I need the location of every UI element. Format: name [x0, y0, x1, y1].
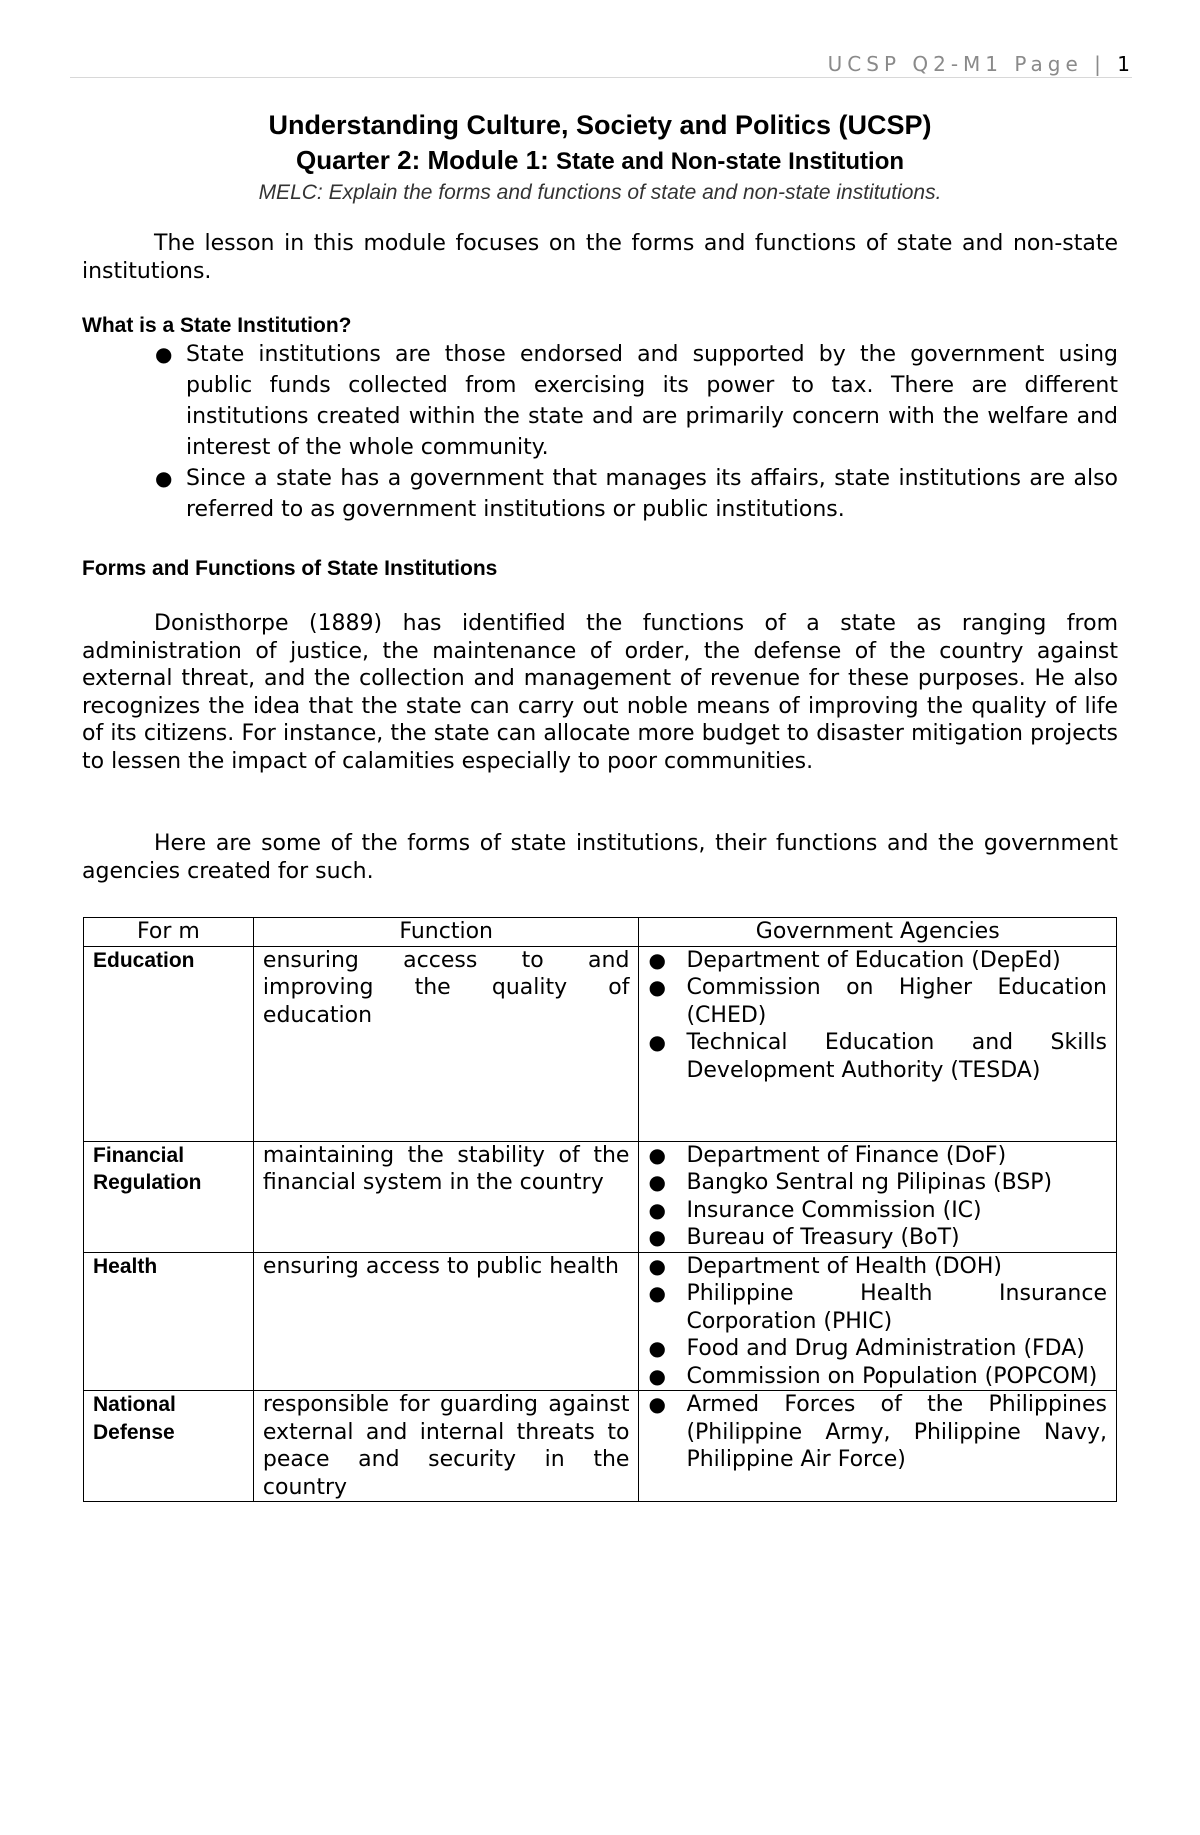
bullet-text: State institutions are those endorsed and supported by the government using public funds collected from exercising its power to tax. There are different institutions created within the state and are primarily concern with the welfare and interest of the whole community. [186, 342, 1118, 460]
table-row [84, 1252, 1117, 1391]
agencies-cell [639, 1141, 1117, 1252]
agencies-cell [639, 1252, 1117, 1391]
state-institution-heading: What is a State Institution? [82, 314, 352, 337]
bullet-icon: ● [155, 342, 173, 366]
table-row [84, 1391, 1117, 1502]
list-item [155, 463, 1118, 525]
agencies-cell [639, 946, 1117, 1141]
document-title: Understanding Culture, Society and Politics (UCSP) [268, 110, 932, 140]
bullet-icon: ● [648, 1225, 666, 1249]
list-item [155, 339, 1118, 463]
agency-name: Insurance Commission (IC) [686, 1197, 982, 1223]
function-cell: ensuring access to and improving the quality of education [253, 946, 639, 1141]
bullet-icon: ● [648, 1281, 666, 1305]
form-cell: Education [84, 946, 254, 1141]
agency-name: Department of Education (DepEd) [686, 947, 1061, 973]
bullet-icon: ● [648, 1197, 666, 1222]
list-item [648, 1029, 1107, 1084]
list-item [648, 1280, 1107, 1335]
state-institutions-table [83, 917, 1117, 1502]
bullet-icon: ● [648, 1253, 666, 1278]
bullet-icon: ● [648, 1030, 666, 1054]
forms-intro-paragraph: Here are some of the forms of state institutions, their functions and the government agencies created for such. [82, 831, 1118, 884]
list-item [648, 1197, 1107, 1225]
module-subject: State and Non-state Institution [556, 148, 905, 175]
melc-statement: MELC: Explain the forms and functions of state and non-state institutions. [258, 181, 942, 204]
column-header-agencies: Government Agencies [639, 918, 1117, 947]
column-header-form: For m [84, 918, 254, 947]
bullet-text: Since a state has a government that manages its affairs, state institutions are also referred to as government institutions or public institutions. [186, 466, 1118, 522]
function-cell: maintaining the stability of the financial system in the country [253, 1141, 639, 1252]
table-row [84, 946, 1117, 1141]
list-item [648, 1335, 1107, 1363]
list-item [648, 1253, 1107, 1281]
table-row [84, 1141, 1117, 1252]
agency-name: Philippine Health Insurance Corporation (PHIC) [686, 1281, 1107, 1334]
column-header-function: Function [253, 918, 639, 947]
list-item [648, 1169, 1107, 1197]
agency-list [648, 947, 1107, 1085]
bullet-icon: ● [648, 1336, 666, 1360]
list-item [648, 947, 1107, 975]
module-title [0, 142, 1200, 180]
agency-name: Department of Health (DOH) [686, 1253, 1002, 1279]
agency-name: Commission on Population (POPCOM) [686, 1363, 1098, 1389]
header-label: UCSP Q2-M1 Page | [827, 52, 1106, 76]
agency-list [648, 1391, 1107, 1474]
bullet-icon: ● [648, 1392, 666, 1416]
list-item [648, 974, 1107, 1029]
agency-name: Bangko Sentral ng Pilipinas (BSP) [686, 1170, 1053, 1195]
list-item [648, 1363, 1107, 1391]
title-block [0, 108, 1200, 206]
header-rule [70, 77, 1132, 78]
state-institution-bullets [155, 339, 1118, 525]
agency-name: Food and Drug Administration (FDA) [686, 1336, 1085, 1361]
agency-name: Technical Education and Skills Development Authority (TESDA) [686, 1030, 1107, 1083]
bullet-icon: ● [648, 1142, 666, 1167]
page-number: 1 [1117, 52, 1130, 76]
agency-name: Department of Finance (DoF) [686, 1142, 1007, 1168]
donisthorpe-paragraph: Donisthorpe (1889) has identified the functions of a state as ranging from administration of justice, the maintenance of order, the defense of the country against external threat, and the collection and management of revenue for these purposes. He also recognizes the idea that the state can carry out noble means of improving the quality of life of its citizens. For instance, the state can allocate more budget to disaster mitigation projects to lessen the impact of calamities especially to poor communities. [82, 611, 1118, 774]
module-quarter: Quarter 2: Module 1: [295, 145, 549, 175]
intro-paragraph: The lesson in this module focuses on the forms and functions of state and non-state institutions. [82, 231, 1118, 284]
agency-name: Armed Forces of the Philippines (Philippine Army, Philippine Navy, Philippine Air Force) [686, 1392, 1107, 1472]
table-header-row [84, 918, 1117, 947]
bullet-icon: ● [648, 1170, 666, 1194]
bullet-icon: ● [648, 1363, 666, 1388]
function-cell: ensuring access to public health [253, 1252, 639, 1391]
agency-name: Commission on Higher Education (CHED) [686, 975, 1107, 1028]
bullet-icon: ● [648, 975, 666, 999]
form-cell: National Defense [84, 1391, 254, 1502]
agency-list [648, 1253, 1107, 1391]
agency-name: Bureau of Treasury (BoT) [686, 1225, 960, 1250]
agency-list [648, 1142, 1107, 1252]
forms-functions-heading: Forms and Functions of State Institutions [82, 557, 498, 580]
list-item [648, 1142, 1107, 1170]
list-item [648, 1224, 1107, 1252]
page-header [0, 52, 1130, 76]
list-item [648, 1391, 1107, 1474]
agencies-cell [639, 1391, 1117, 1502]
function-cell: responsible for guarding against external and internal threats to peace and security in the country [253, 1391, 639, 1502]
form-cell: Financial Regulation [84, 1141, 254, 1252]
form-cell: Health [84, 1252, 254, 1391]
bullet-icon: ● [648, 947, 666, 972]
bullet-icon: ● [155, 466, 173, 490]
